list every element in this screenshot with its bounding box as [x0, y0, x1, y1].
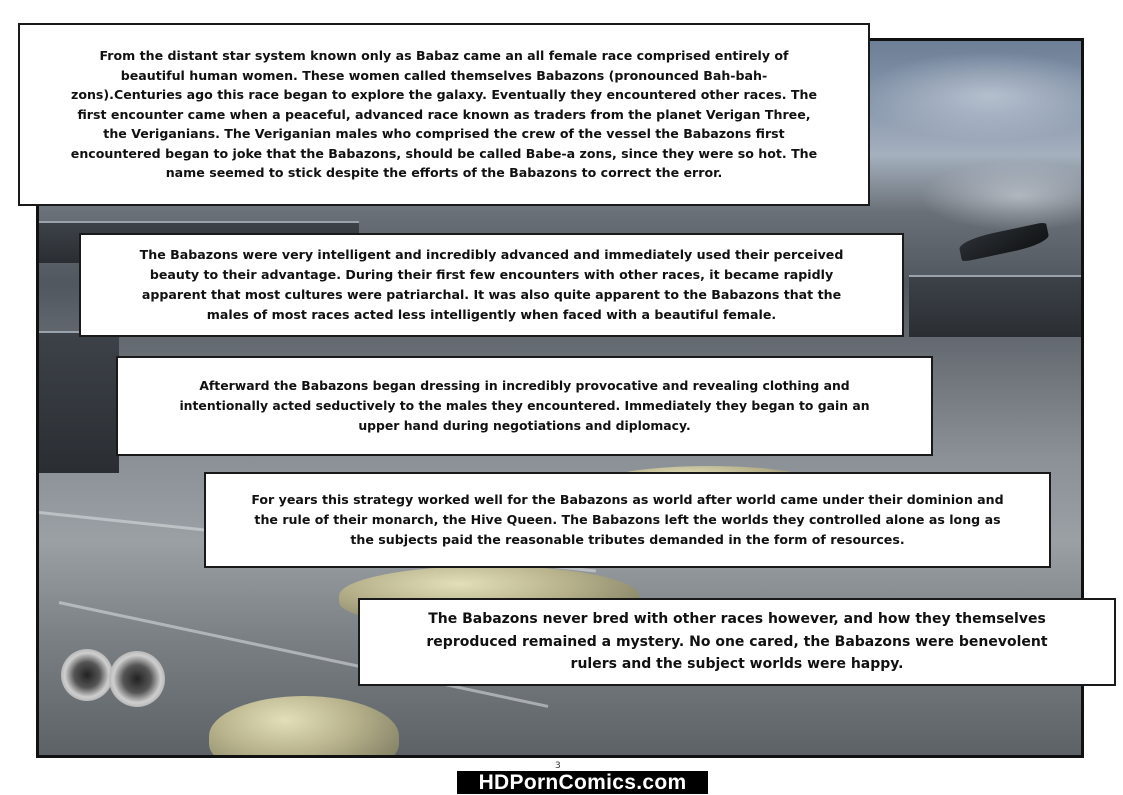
- caption-text-4: For years this strategy worked well for the Babazons as world after world came under their dominion and the rule of their monarch, the Hive Queen. The Babazons left the worlds they controlled alone as long as the subjects paid the reasonable tributes demanded in the form of resources.: [251, 492, 1004, 547]
- caption-text-5: The Babazons never bred with other races however, and how they themselves reproduced remained a mystery. No one cared, the Babazons were benevolent rulers and the subject worlds were happy.: [426, 611, 1048, 673]
- caption-text-1: From the distant star system known only as Babaz came an all female race comprised entirely of beautiful human women. These women called themselves Babazons (pronounced Bah-bah-zons).Centuries ago this race began to explore the galaxy. Eventually they encountered other races. The first encounter came when a peaceful, advanced race known as traders from the planet Verigan Three, the Veriganians. The Veriganian males who comprised the crew of the vessel the Babazons first encountered began to joke that the Babazons, should be called Babe-a zons, since they were so hot. The name seemed to stick despite the efforts of the Babazons to correct the error.: [70, 48, 818, 181]
- caption-box-5: [358, 598, 1116, 686]
- cloud: [919, 161, 1084, 231]
- site-watermark: HDPornComics.com: [457, 771, 708, 794]
- page-number: 3: [555, 761, 561, 771]
- station-walkway: [39, 331, 119, 473]
- caption-box-3: [116, 356, 933, 456]
- station-building: [909, 275, 1084, 337]
- ship-engine: [61, 649, 113, 701]
- caption-text-3: Afterward the Babazons began dressing in incredibly provocative and revealing clothing and intentionally acted seductively to the males they encountered. Immediately they began to gain an upper hand during negotiations and diplomacy.: [179, 378, 870, 433]
- ship-engine: [109, 651, 165, 707]
- caption-box-1: [18, 23, 870, 206]
- parked-starship: [209, 696, 399, 758]
- caption-text-2: The Babazons were very intelligent and incredibly advanced and immediately used their perceived beauty to their advantage. During their first few encounters with other races, it became rapidly apparent that most cultures were patriarchal. It was also quite apparent to the Babazons that the males of most races acted less intelligently when faced with a beautiful female.: [139, 247, 844, 322]
- caption-box-2: [79, 233, 904, 337]
- caption-box-4: [204, 472, 1051, 568]
- cloud: [859, 51, 1084, 141]
